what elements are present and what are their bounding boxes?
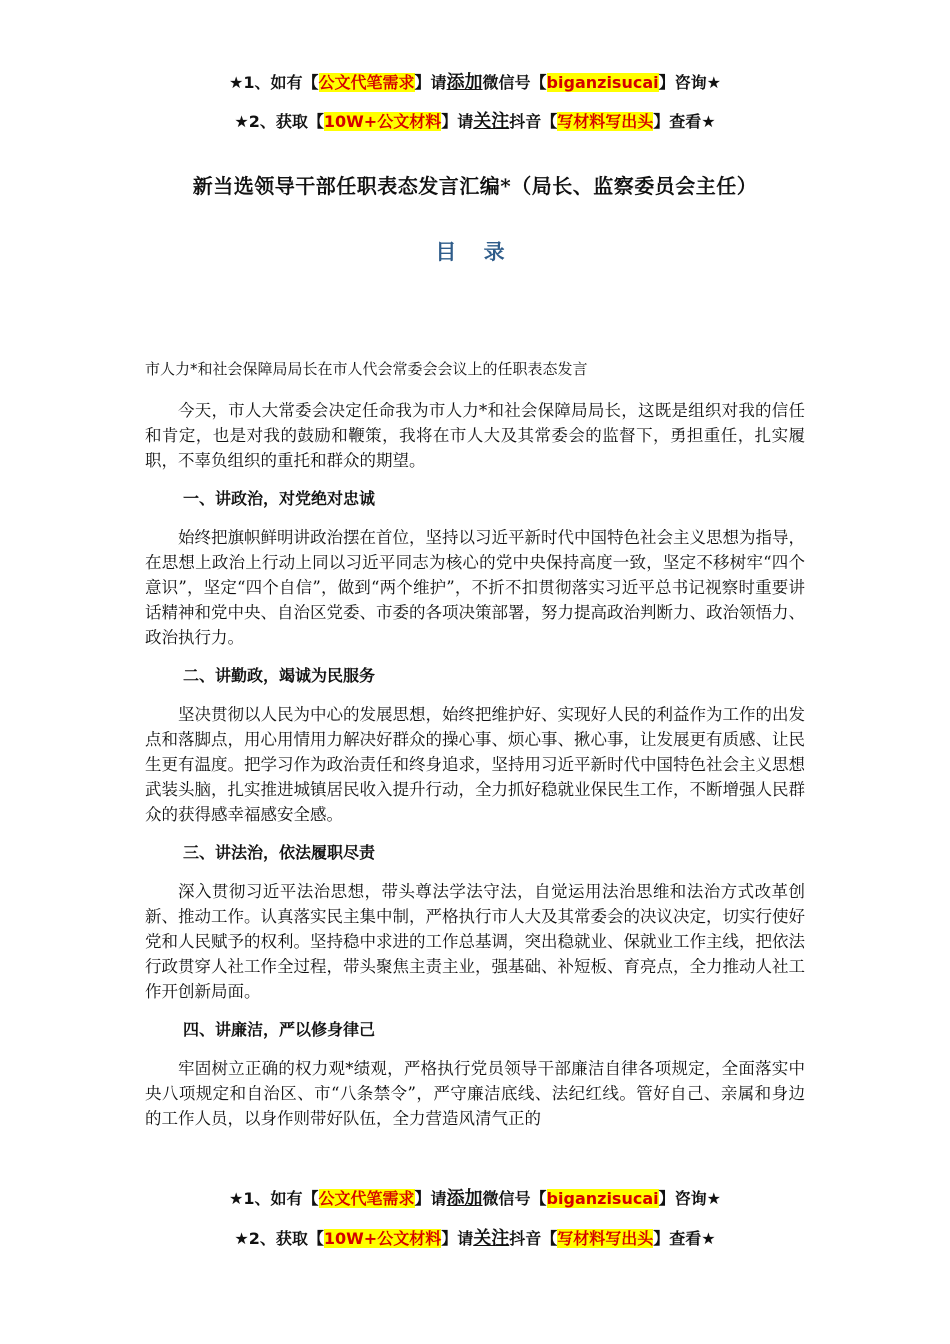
highlight-service: 公文代笔需求 xyxy=(318,73,415,92)
bottom-banner-line1: ★1、如有【公文代笔需求】请添加微信号【biganzisucai】咨询★ xyxy=(229,1188,721,1209)
document-body xyxy=(145,398,805,1131)
document-title: 新当选领导干部任职表态发言汇编*（局长、监察委员会主任） xyxy=(192,174,758,198)
section-heading: 四、讲廉洁，严以修身律己 xyxy=(183,1020,376,1039)
section-paragraph: 牢固树立正确的权力观*绩观，严格执行党员领导干部廉洁自律各项规定，全面落实中央八项规定和自治区、市“八条禁令”，严守廉洁底线、法纪红线。管好自己、亲属和身边的工作人员，以身作则带好队伍，全力营造风清气正的 xyxy=(145,1059,805,1128)
top-banner-line2: ★2、获取【10W+公文材料】请关注抖音【写材料写出头】查看★ xyxy=(234,111,716,132)
highlight-douyin: 写材料写出头 xyxy=(557,112,654,131)
section-heading: 三、讲法治，依法履职尽责 xyxy=(183,843,376,862)
highlight-wechat-id: biganzisucai xyxy=(546,73,659,92)
section-paragraph: 深入贯彻习近平法治思想，带头尊法学法守法，自觉运用法治思维和法治方式改革创新、推动工作。认真落实民主集中制，严格执行市人大及其常委会的决议决定，切实行使好党和人民赋予的权利。坚持稳中求进的工作总基调，突出稳就业、保就业工作主线，把依法行政贯穿人社工作全过程，带头聚焦主责主业，强基础、补短板、育亮点，全力推动人社工作开创新局面。 xyxy=(145,882,805,1001)
toc-entry: 市人力*和社会保障局局长在市人代会常委会会议上的任职表态发言 xyxy=(145,360,588,378)
section-paragraph: 始终把旗帜鲜明讲政治摆在首位，坚持以习近平新时代中国特色社会主义思想为指导，在思想上政治上行动上同以习近平同志为核心的党中央保持高度一致，坚定不移树牢“四个意识”，坚定“四个自信”，做到“两个维护”，不折不扣贯彻落实习近平总书记视察时重要讲话精神和党中央、自治区党委、市委的各项决策部署，努力提高政治判断力、政治领悟力、政治执行力。 xyxy=(145,528,805,647)
section-paragraph: 坚决贯彻以人民为中心的发展思想，始终把维护好、实现好人民的利益作为工作的出发点和落脚点，用心用情用力解决好群众的操心事、烦心事、揪心事，让发展更有质感、让民生更有温度。把学习作为政治责任和终身追求，坚持用习近平新时代中国特色社会主义思想武装头脑，扎实推进城镇居民收入提升行动，全力抓好稳就业保民生工作，不断增强人民群众的获得感幸福感安全感。 xyxy=(145,705,805,824)
toc-title: 目 录 xyxy=(435,240,515,264)
section-heading: 二、讲勤政，竭诚为民服务 xyxy=(183,666,376,685)
section-heading: 一、讲政治，对党绝对忠诚 xyxy=(183,489,376,508)
highlight-materials: 10W+公文材料 xyxy=(323,112,442,131)
bottom-banner-line2: ★2、获取【10W+公文材料】请关注抖音【写材料写出头】查看★ xyxy=(234,1228,716,1249)
top-banner-line1: ★1、如有【公文代笔需求】请添加微信号【biganzisucai】咨询★ xyxy=(229,72,721,93)
intro-paragraph: 今天，市人大常委会决定任命我为市人力*和社会保障局局长，这既是组织对我的信任和肯定，也是对我的鼓励和鞭策，我将在市人大及其常委会的监督下，勇担重任，扎实履职，不辜负组织的重托和群众的期望。 xyxy=(145,401,805,470)
